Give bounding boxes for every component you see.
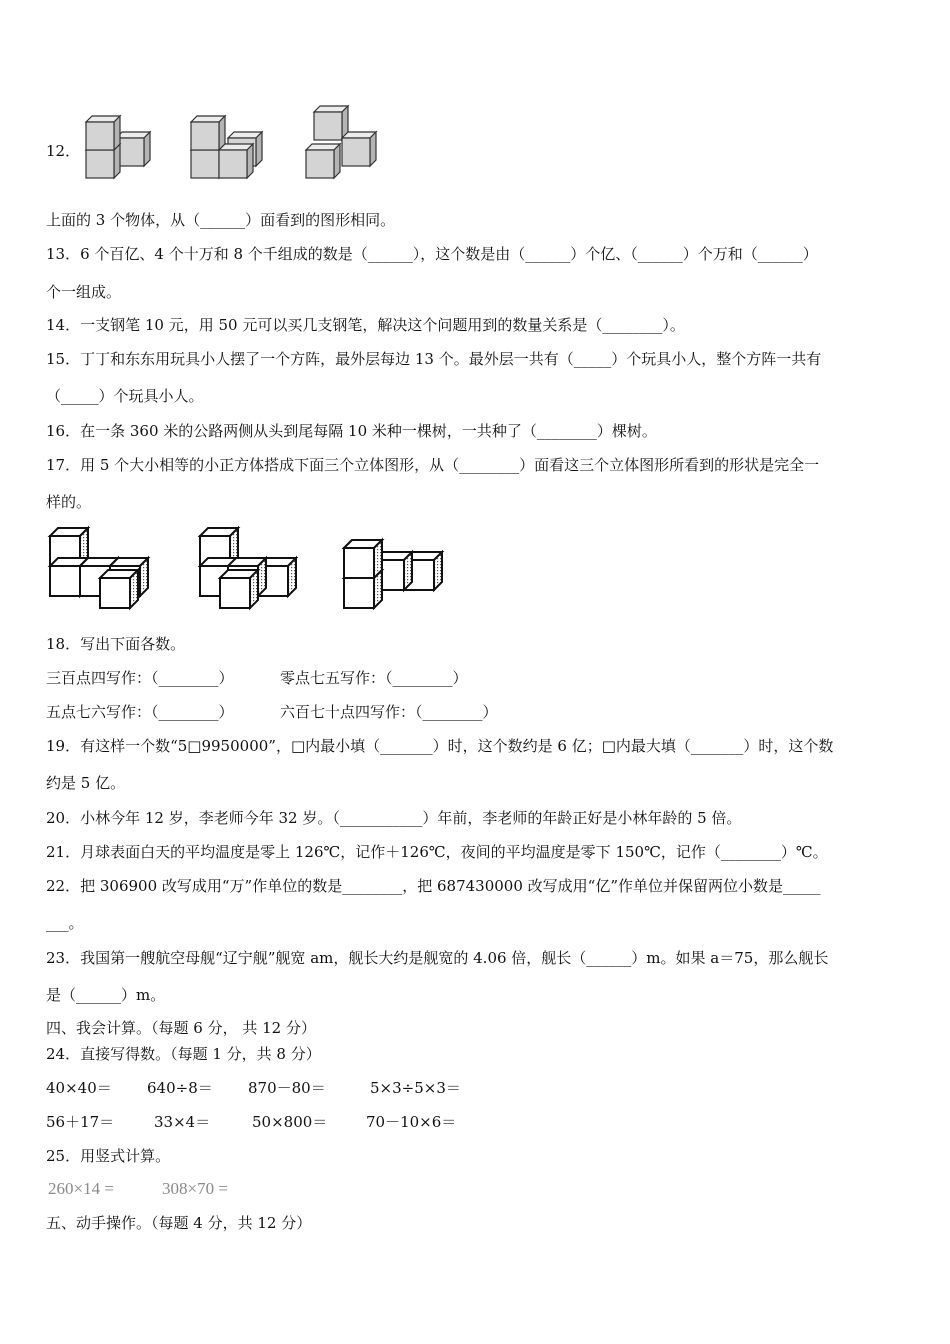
five-cube-figures-icon [44, 524, 464, 612]
five-cube-figure-1-icon [50, 528, 148, 608]
q24-expr-3: 870－80＝ [248, 1079, 326, 1097]
question-17-line-2: 样的。 [46, 493, 92, 511]
cube-arrangement-3-icon [306, 106, 376, 178]
question-22-line-1: 22．把 306900 改写成用“万”作单位的数是________，把 687430000 改写成用“亿”作单位并保留两位小数是_____ [46, 877, 821, 895]
question-19-line-1: 19．有这样一个数“5□9950000”，□内最小填（_______）时，这个数约是 6 亿；□内最大填（_______）时，这个数 [46, 737, 834, 755]
question-25-title: 25．用竖式计算。 [46, 1147, 171, 1165]
q18-item-1: 三百点四写作：（________） [46, 669, 234, 687]
cube-arrangement-2-icon [191, 116, 262, 178]
q24-expr-2: 640÷8＝ [147, 1079, 213, 1097]
q24-expr-6: 33×4＝ [154, 1113, 211, 1131]
question-17-line-1: 17．用 5 个大小相等的小正方体搭成下面三个立体图形，从（________）面看这三个立体图形所看到的形状是完全一 [46, 456, 820, 474]
q24-expr-7: 50×800＝ [252, 1113, 328, 1131]
question-22-line-2: ___。 [46, 914, 84, 932]
question-13-line-1: 13．6 个百亿、4 个十万和 8 个千组成的数是（______），这个数是由（______）个亿、（______）个万和（______） [46, 245, 818, 263]
q24-expr-5: 56＋17＝ [46, 1113, 115, 1131]
q25-expr-2: 308×70 = [162, 1179, 228, 1198]
question-23-line-2: 是（______）m。 [46, 986, 166, 1004]
question-13-line-2: 个一组成。 [46, 283, 122, 301]
question-19-line-2: 约是 5 亿。 [46, 774, 126, 792]
question-21: 21．月球表面白天的平均温度是零上 126℃，记作＋126℃，夜间的平均温度是零下 150℃，记作（________）℃。 [46, 843, 828, 861]
cube-arrangement-1-icon [86, 116, 150, 178]
question-18-title: 18．写出下面各数。 [46, 635, 186, 653]
q18-item-3: 五点七六写作：（________） [46, 703, 234, 721]
section-5-title: 五、动手操作。（每题 4 分，共 12 分） [46, 1214, 312, 1232]
question-23-line-1: 23．我国第一艘航空母舰“辽宁舰”舰宽 am，舰长大约是舰宽的 4.06 倍，舰长（______）m。如果 a＝75，那么舰长 [46, 949, 829, 967]
question-15-line-1: 15．丁丁和东东用玩具小人摆了一个方阵，最外层每边 13 个。最外层一共有（_____）个玩具小人，整个方阵一共有 [46, 350, 822, 368]
question-20: 20．小林今年 12 岁，李老师今年 32 岁。（___________）年前，李老师的年龄正好是小林年龄的 5 倍。 [46, 809, 742, 827]
three-cube-arrangements-icon [80, 102, 390, 184]
five-cube-figure-2-icon [200, 528, 296, 608]
question-24-title: 24．直接写得数。（每题 1 分，共 8 分） [46, 1045, 321, 1063]
q24-expr-8: 70－10×6＝ [366, 1113, 457, 1131]
q18-item-2: 零点七五写作：（________） [280, 669, 468, 687]
question-16: 16．在一条 360 米的公路两侧从头到尾每隔 10 米种一棵树，一共种了（________）棵树。 [46, 422, 657, 440]
question-14: 14．一支钢笔 10 元，用 50 元可以买几支钢笔，解决这个问题用到的数量关系是（________）。 [46, 316, 685, 334]
question-15-line-2: （_____）个玩具小人。 [46, 387, 204, 405]
q24-expr-4: 5×3÷5×3＝ [370, 1079, 461, 1097]
question-12-number: 12． [46, 142, 81, 160]
five-cube-figure-3-icon [344, 540, 442, 608]
q25-expr-1: 260×14 = [48, 1179, 114, 1198]
question-12-text: 上面的 3 个物体，从（______）面看到的图形相同。 [46, 211, 396, 229]
section-4-title: 四、我会计算。（每题 6 分， 共 12 分） [46, 1019, 316, 1037]
q18-item-4: 六百七十点四写作：（________） [280, 703, 498, 721]
q24-expr-1: 40×40＝ [46, 1079, 112, 1097]
